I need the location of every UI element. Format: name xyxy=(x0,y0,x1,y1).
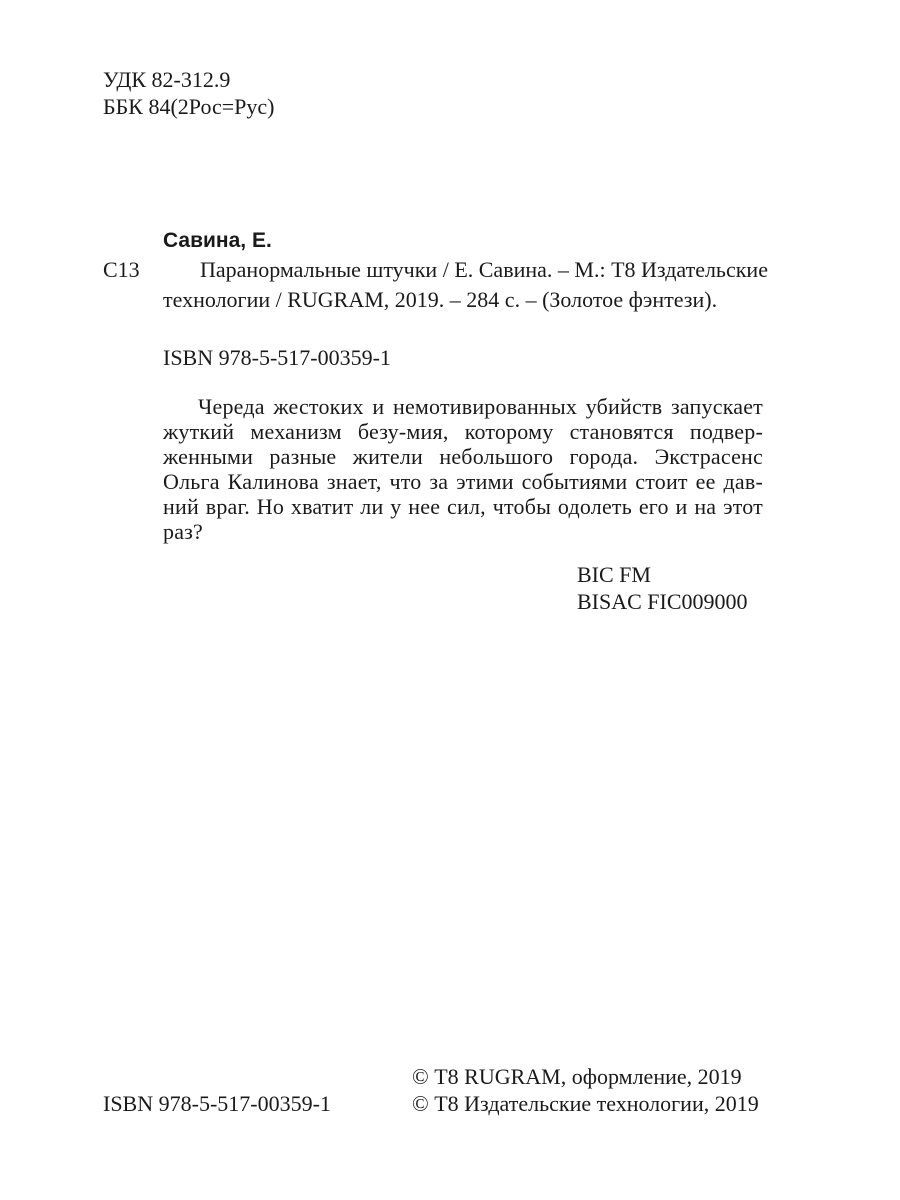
bibliographic-description-line-1: Паранормальные штучки / Е. Савина. – М.: Т8 Издательские xyxy=(200,257,768,282)
book-annotation: Череда жестоких и немотивированных убийств запускает жуткий механизм безу-мия, которому становятся подвер-женными разные жители небольшого города. Экстрасенс Ольга Калинова знает, что за этими событиями стоит ее дав-ний враг. Но хватит ли у нее сил, чтобы одолеть его и на этот раз? xyxy=(163,394,763,544)
author-mark: С13 xyxy=(103,257,140,282)
isbn-record: ISBN 978-5-517-00359-1 xyxy=(163,345,391,370)
bbk-code: ББК 84(2Рос=Рус) xyxy=(103,94,275,119)
isbn-footer: ISBN 978-5-517-00359-1 xyxy=(103,1091,331,1116)
bibliographic-description-line-2: технологии / RUGRAM, 2019. – 284 с. – (Золотое фэнтези). xyxy=(163,287,718,312)
bic-code: BIC FM xyxy=(577,562,651,587)
bisac-code: BISAC FIC009000 xyxy=(577,589,748,614)
udk-code: УДК 82-312.9 xyxy=(103,67,231,92)
copyright-publisher: © Т8 Издательские технологии, 2019 xyxy=(412,1091,759,1116)
author-heading: Савина, Е. xyxy=(163,229,272,252)
copyright-design: © Т8 RUGRAM, оформление, 2019 xyxy=(412,1064,742,1089)
